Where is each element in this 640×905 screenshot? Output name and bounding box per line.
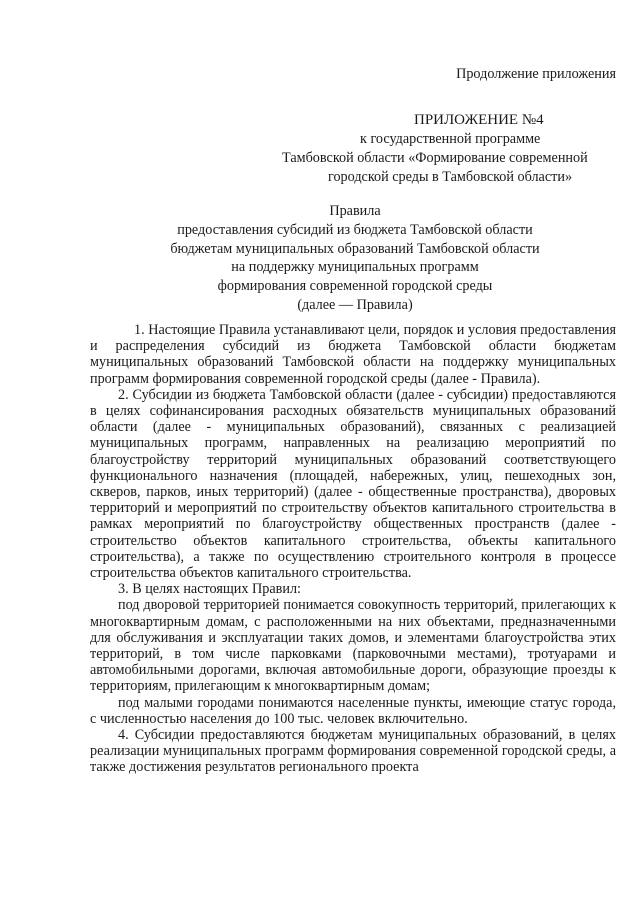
appendix-line-2: к государственной программе — [360, 131, 541, 147]
continuation-label: Продолжение приложения — [456, 66, 616, 82]
appendix-line-3: Тамбовской области «Формирование современной — [282, 150, 588, 166]
rules-heading — [90, 202, 620, 315]
document-body — [90, 322, 616, 776]
rules-subtitle-line: (далее — Правила) — [297, 296, 413, 313]
paragraph-2: 2. Субсидии из бюджета Тамбовской области (далее - субсидии) предоставляются в целях софинансирования расходных обязательств муниципальных образований области (далее - муниципальных образований), связанных с реализацией муниципальных программ, направленных на реализацию мероприятий по благоустройству территорий муниципальных образований соответствующего функционального назначения (площадей, набережных, улиц, пешеходных зон, скверов, парков, иных территорий) (далее - общественные пространства), дворовых территорий и мероприятий по строительству объектов капитального строительства в рамках мероприятий по благоустройству общественных пространств (далее - строительство объектов капитального строительства, объекты капитального строительства), а также по осуществлению строительного контроля в процессе строительства объектов капитального строительства. — [90, 386, 616, 582]
paragraph-1: 1. Настоящие Правила устанавливают цели, порядок и условия предоставления и распределения субсидий из бюджета Тамбовской области бюджетам муниципальных образований Тамбовской области на поддержку муниципальных программ формирования современной городской среды (далее - Правила). — [90, 322, 616, 387]
rules-subtitle-line: бюджетам муниципальных образований Тамбовской области — [170, 240, 540, 257]
paragraph-3-definition-towns: под малыми городами понимаются населенные пункты, имеющие статус города, с численностью населения до 100 тыс. человек включительно. — [90, 694, 616, 727]
rules-subtitle-line: на поддержку муниципальных программ — [231, 259, 479, 276]
appendix-line-4: городской среды в Тамбовской области» — [328, 169, 573, 185]
paragraph-3-definition-yard: под дворовой территорией понимается совокупность территорий, прилегающих к многоквартирным домам, с расположенными на них объектами, предназначенными для обслуживания и эксплуатации таких домов, и элементами благоустройства этих территорий, в том числе парковками (парковочными местами), тротуарами и автомобильными дорогами, включая автомобильные дороги, образующие проезды к территориям, прилегающим к многоквартирным домам; — [90, 597, 616, 695]
rules-subtitle-line: формирования современной городской среды — [217, 278, 493, 295]
rules-subtitle-line: предоставления субсидий из бюджета Тамбовской области — [177, 221, 533, 238]
appendix-title: ПРИЛОЖЕНИЕ №4 — [414, 112, 544, 128]
rules-title: Правила — [329, 203, 381, 219]
paragraph-3: 3. В целях настоящих Правил: — [118, 581, 301, 598]
appendix-header — [280, 111, 616, 187]
paragraph-4: 4. Субсидии предоставляются бюджетам муниципальных образований, в целях реализации муниципальных программ формирования современной городской среды, а также достижения результатов регионального проекта — [90, 727, 616, 776]
